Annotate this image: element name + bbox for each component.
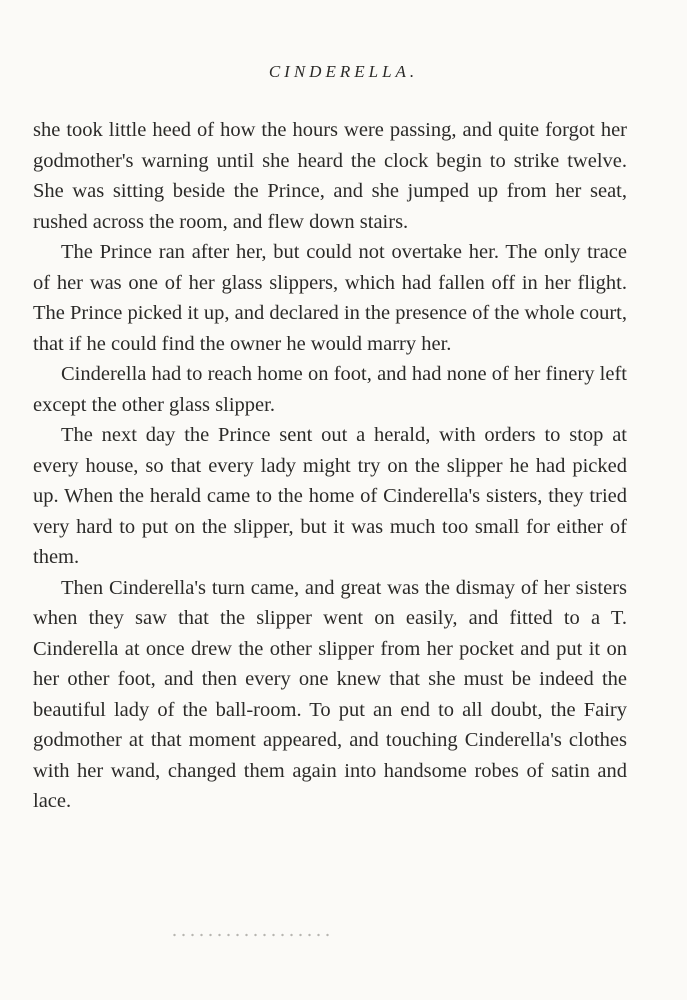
paragraph-2: The Prince ran after her, but could not overtake her. The only trace of her was one of her glass slippers, which had fallen off in her flight. The Prince picked it up, and declared in the presence of the whole court, that if he could find the owner he would marry her.: [33, 241, 627, 355]
bottom-ornament: [170, 932, 330, 938]
paragraph-3: Cinderella had to reach home on foot, and had none of her finery left except the other glass slipper.: [33, 363, 627, 416]
paragraph-1: she took little heed of how the hours were passing, and quite forgot her godmother's warning until she heard the clock begin to strike twelve. She was sitting beside the Prince, and she jumped up from her seat, rushed across the room, and flew down stairs.: [33, 119, 627, 233]
paragraph-4: The next day the Prince sent out a herald, with orders to stop at every house, so that every lady might try on the slipper he had picked up. When the herald came to the home of Cinderella's sisters, they tried very hard to put on the slipper, but it was much too small for either of them.: [33, 424, 627, 568]
running-head: CINDERELLA.: [268, 62, 419, 81]
body-text: [33, 115, 627, 817]
paragraph-5: Then Cinderella's turn came, and great was the dismay of her sisters when they saw that the slipper went on easily, and fitted to a T. Cinderella at once drew the other slipper from her pocket and put it on her other foot, and then every one knew that she must be indeed the beautiful lady of the ball-room. To put an end to all doubt, the Fairy godmother at that moment appeared, and touching Cinderella's clothes with her wand, changed them again into handsome robes of satin and lace.: [33, 576, 627, 812]
